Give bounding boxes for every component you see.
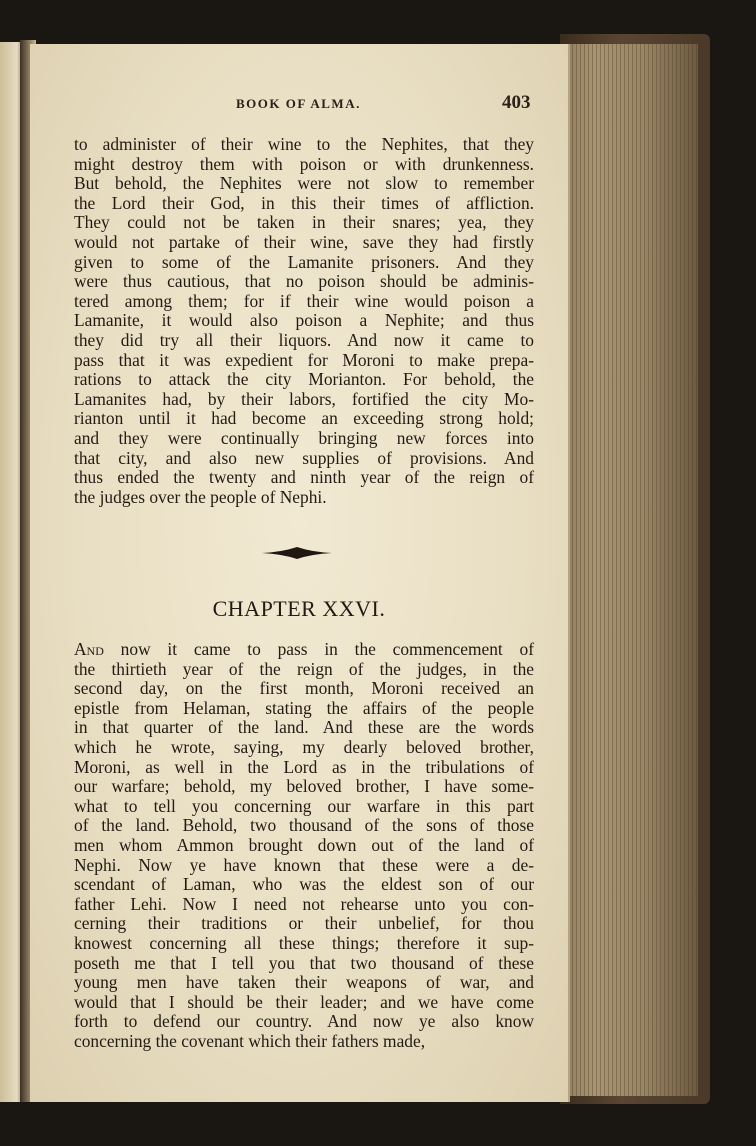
text-line: in that quarter of the land. And these are the words	[74, 717, 534, 738]
text-line: and they were continually bringing new forces into	[74, 427, 534, 448]
text-line: They could not be taken in their snares; yea, they	[74, 212, 534, 233]
page-edges	[560, 44, 698, 1096]
chapter-heading: CHAPTER XXVI.	[212, 596, 386, 621]
text-line: knowest concerning all these things; therefore it sup-	[74, 932, 534, 953]
text-line: might destroy them with poison or with drunkenness.	[74, 153, 534, 174]
text-line: second day, on the first month, Moroni received an	[74, 678, 534, 699]
text-line: rations to attack the city Morianton. For behold, the	[74, 369, 534, 390]
text-line: would not partake of their wine, save they had firstly	[74, 231, 534, 252]
text-line: young men have taken their weapons of war, and	[74, 972, 534, 993]
running-head-title: BOOK OF ALMA.	[236, 96, 361, 111]
text-line: tered among them; for if their wine would poison a	[74, 290, 534, 311]
drop-word: And	[74, 639, 104, 659]
text-line: scendant of Laman, who was the eldest son of our	[74, 874, 534, 895]
text-line: what to tell you concerning our warfare in this part	[74, 795, 534, 816]
text-line: were thus cautious, that no poison should be adminis-	[74, 271, 534, 292]
text-line: rianton until it had become an exceeding strong hold;	[74, 408, 534, 429]
paragraph-2	[74, 640, 534, 1051]
text-line: father Lehi. Now I need not rehearse unto you con-	[74, 893, 534, 914]
ornament-divider-icon	[262, 543, 332, 563]
text-line: Lamanites had, by their labors, fortified the city Mo-	[74, 388, 534, 409]
text-line: that city, and also new supplies of provisions. And	[74, 447, 534, 468]
paragraph-1	[74, 135, 534, 507]
text-line: poseth me that I tell you that two thousand of these	[74, 952, 534, 973]
text-line: the thirtieth year of the reign of the judges, in the	[74, 658, 534, 679]
text-line: which he wrote, saying, my dearly beloved brother,	[74, 736, 534, 757]
text-line: men whom Ammon brought down out of the land of	[74, 834, 534, 855]
text-line: given to some of the Lamanite prisoners. And they	[74, 251, 534, 272]
text-line: cerning their traditions or their unbelief, for thou	[74, 913, 534, 934]
text-line: they did try all their liquors. And now it came to	[74, 329, 534, 350]
text-line: pass that it was expedient for Moroni to make prepa-	[74, 349, 534, 370]
text-line: Moroni, as well in the Lord as in the tribulations of	[74, 756, 534, 777]
text-line: concerning the covenant which their fathers made,	[74, 1030, 426, 1051]
text-line: of the land. Behold, two thousand of the sons of those	[74, 815, 534, 836]
text-line: But behold, the Nephites were not slow to remember	[74, 173, 534, 194]
page-number: 403	[502, 92, 531, 113]
text-line: Nephi. Now ye have known that these were a de-	[74, 854, 534, 875]
text-line: Lamanite, it would also poison a Nephite; and thus	[74, 310, 534, 331]
text-line: would that I should be their leader; and we have come	[74, 991, 534, 1012]
text-line: to administer of their wine to the Nephites, that they	[74, 134, 534, 154]
text-line: the judges over the people of Nephi.	[74, 486, 327, 507]
text-line: forth to defend our country. And now ye also know	[74, 1011, 534, 1032]
text-line: thus ended the twenty and ninth year of the reign of	[74, 467, 534, 488]
text-line	[74, 640, 534, 660]
text-line: our warfare; behold, my beloved brother, I have some-	[74, 776, 534, 797]
text-line-rest: now it came to pass in the commencement of	[103, 639, 534, 659]
text-line: the Lord their God, in this their times of affliction.	[74, 192, 534, 213]
text-line: epistle from Helaman, stating the affairs of the people	[74, 697, 534, 718]
